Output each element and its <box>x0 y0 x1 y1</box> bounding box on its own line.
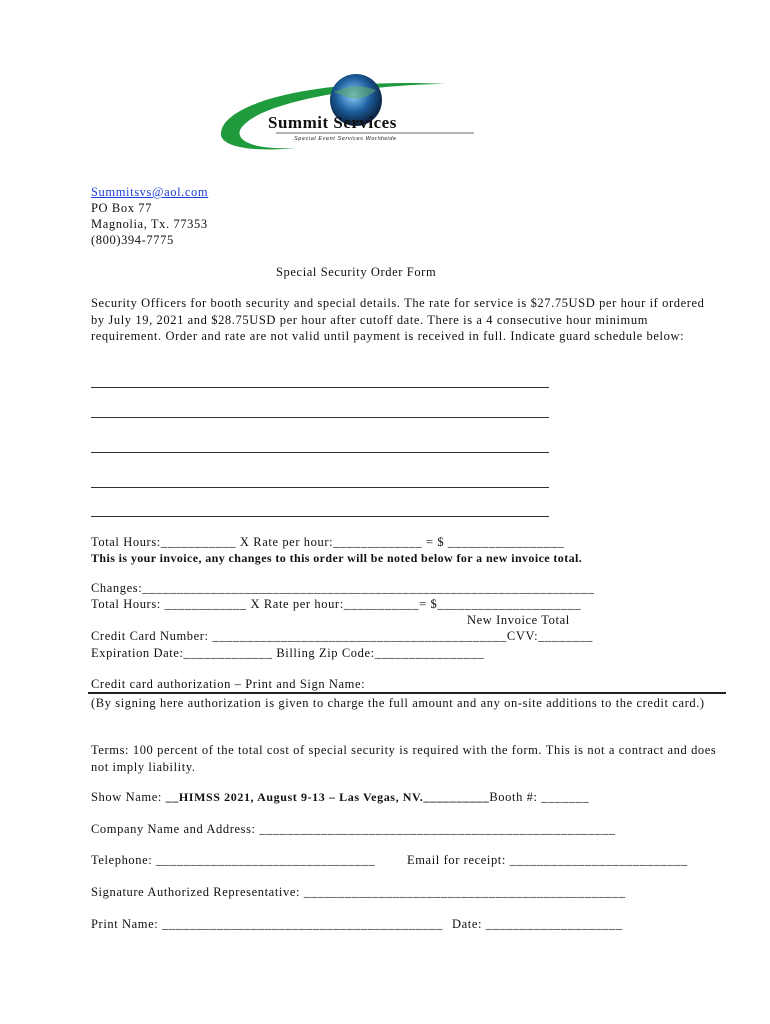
contact-email[interactable]: Summitsvs@aol.com <box>91 185 209 199</box>
invoice-note: This is your invoice, any changes to this order will be noted below for a new invoice total. <box>91 551 583 565</box>
expiration-line[interactable]: Expiration Date:_____________ Billing Zip Code:________________ <box>91 646 485 660</box>
contact-po-box: PO Box 77 <box>91 201 152 215</box>
schedule-line-3[interactable] <box>91 452 549 453</box>
changes-line[interactable]: Changes:__________________________________________________________________ <box>91 581 595 595</box>
contact-phone: (800)394-7775 <box>91 233 174 247</box>
email-receipt-line[interactable]: Email for receipt: __________________________ <box>407 853 688 867</box>
new-invoice-total-label: New Invoice Total <box>467 613 570 627</box>
schedule-line-2[interactable] <box>91 417 549 418</box>
schedule-line-4[interactable] <box>91 487 549 488</box>
authorization-text: (By signing here authorization is given to charge the full amount and any on-site additions to the credit card.) <box>91 696 705 710</box>
logo-name: Summit Services <box>268 113 397 132</box>
schedule-line-1[interactable] <box>91 387 549 388</box>
summit-services-logo <box>216 70 486 160</box>
show-name-label: Show Name: <box>91 790 162 804</box>
telephone-line[interactable]: Telephone: ________________________________ <box>91 853 376 867</box>
terms-paragraph: Terms: 100 percent of the total cost of special security is required with the form. This is not a contract and does not imply liability. <box>91 743 717 774</box>
contact-city: Magnolia, Tx. 77353 <box>91 217 208 231</box>
totals-line-2[interactable]: Total Hours: ____________ X Rate per hour:___________= $_____________________ <box>91 597 582 611</box>
intro-paragraph: Security Officers for booth security and special details. The rate for service is $27.75USD per hour if ordered by July 19, 2021 and $28.75USD per hour after cutoff date. There is a 4 consecutive hour minimum requirement. Order and rate are not valid until payment is received in full. Indicate guard schedule below: <box>91 296 705 343</box>
signature-line[interactable]: Signature Authorized Representative: _______________________________________________ <box>91 885 626 899</box>
show-name-value[interactable]: __HIMSS 2021, August 9-13 – Las Vegas, NV.__________ <box>165 790 490 804</box>
print-name-line[interactable]: Print Name: _________________________________________ <box>91 917 443 931</box>
authorization-divider <box>88 692 726 694</box>
date-line[interactable]: Date: ____________________ <box>452 917 623 931</box>
booth-number[interactable]: Booth #: _______ <box>489 790 590 804</box>
form-title: Special Security Order Form <box>276 265 437 279</box>
authorization-heading: Credit card authorization – Print and Sign Name: <box>91 677 366 691</box>
show-name-row <box>91 790 589 805</box>
company-line[interactable]: Company Name and Address: ____________________________________________________ <box>91 822 616 836</box>
logo-tagline: Special Event Services Worldwide <box>294 136 397 142</box>
credit-card-line[interactable]: Credit Card Number: ___________________________________________CVV:________ <box>91 629 594 643</box>
totals-line[interactable]: Total Hours:___________ X Rate per hour:_____________ = $ _________________ <box>91 535 565 549</box>
schedule-line-5[interactable] <box>91 516 549 517</box>
